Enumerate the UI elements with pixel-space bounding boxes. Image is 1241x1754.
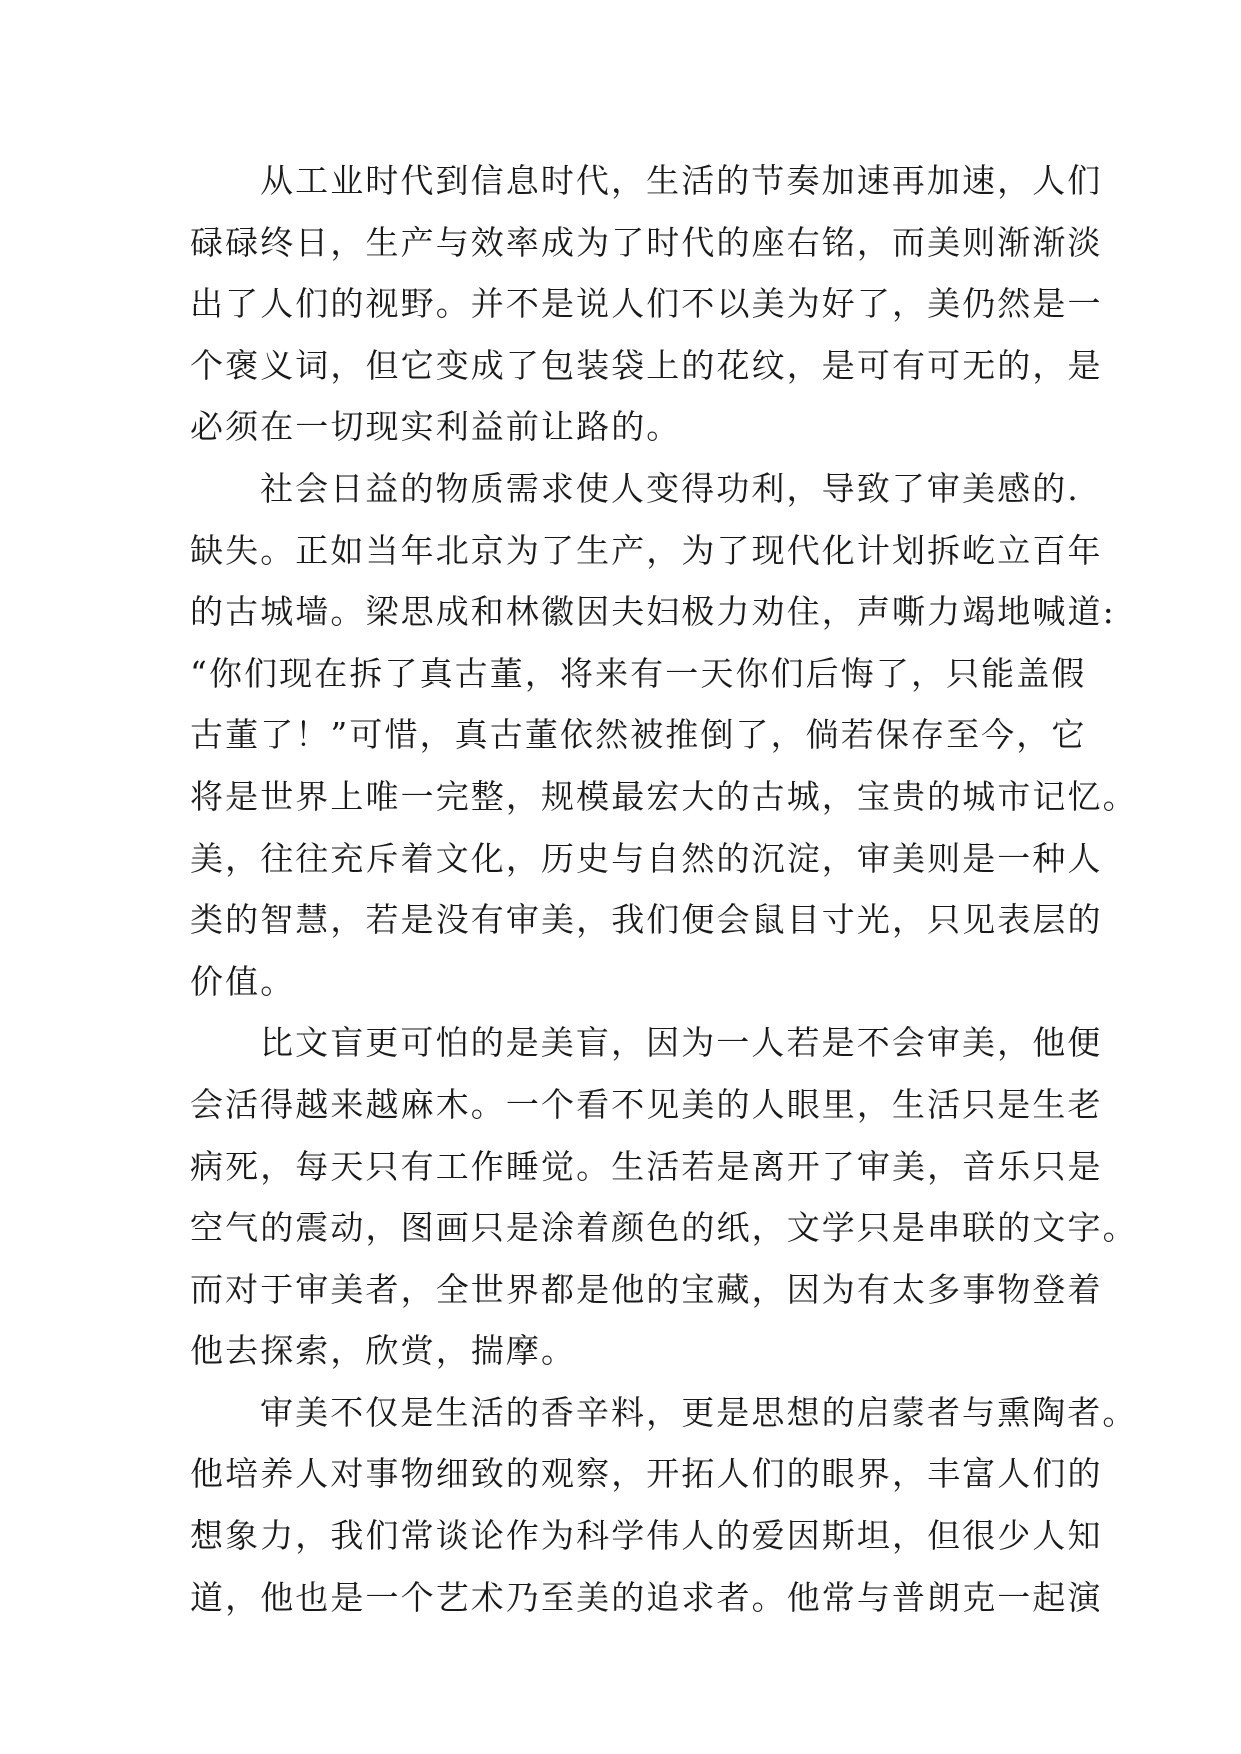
text-line: 空气的震动，图画只是涂着颜色的纸，文学只是串联的文字。 bbox=[190, 1208, 1138, 1248]
text-line: 他培养人对事物细致的观察，开拓人们的眼界，丰富人们的 bbox=[190, 1454, 1103, 1494]
text-line: 他去探索，欣赏，揣摩。 bbox=[190, 1331, 577, 1371]
text-line: 价值。 bbox=[190, 961, 296, 1001]
text-line: 比文盲更可怕的是美盲，因为一人若是不会审美，他便 bbox=[260, 1023, 1103, 1063]
text-line: 将是世界上唯一完整，规模最宏大的古城，宝贵的城市记忆。 bbox=[190, 776, 1138, 816]
text-line: 美，往往充斥着文化，历史与自然的沉淀，审美则是一种人 bbox=[190, 838, 1103, 878]
text-line: 的古城墙。梁思成和林徽因夫妇极力劝住，声嘶力竭地喊道: bbox=[190, 592, 1116, 632]
text-line: 缺失。正如当年北京为了生产，为了现代化计划拆屹立百年 bbox=[190, 530, 1103, 570]
text-line: 出了人们的视野。并不是说人们不以美为好了，美仍然是一 bbox=[190, 284, 1103, 324]
paragraph bbox=[190, 1012, 1138, 1382]
text-line: “你们现在拆了真古董，将来有一天你们后悔了，只能盖假 bbox=[190, 653, 1087, 693]
text-line: 病死，每天只有工作睡觉。生活若是离开了审美，音乐只是 bbox=[190, 1146, 1103, 1186]
text-line: 从工业时代到信息时代，生活的节奏加速再加速，人们 bbox=[260, 161, 1103, 200]
text-line: 个褒义词，但它变成了包装袋上的花纹，是可有可无的，是 bbox=[190, 345, 1103, 385]
text-line: 审美不仅是生活的香辛料，更是思想的启蒙者与熏陶者。 bbox=[260, 1392, 1138, 1432]
text-line: 社会日益的物质需求使人变得功利，导致了审美感的. bbox=[260, 468, 1080, 508]
paragraph bbox=[190, 458, 1138, 1012]
text-line: 会活得越来越麻木。一个看不见美的人眼里，生活只是生老 bbox=[190, 1084, 1103, 1124]
text-line: 类的智慧，若是没有审美，我们便会鼠目寸光，只见表层的 bbox=[190, 900, 1103, 940]
text-line: 道，他也是一个艺术乃至美的追求者。他常与普朗克一起演 bbox=[190, 1577, 1103, 1617]
text-line: 想象力，我们常谈论作为科学伟人的爱因斯坦，但很少人知 bbox=[190, 1516, 1103, 1556]
paragraph bbox=[190, 1382, 1138, 1628]
text-line: 而对于审美者，全世界都是他的宝藏，因为有太多事物登着 bbox=[190, 1269, 1103, 1309]
text-line: 碌碌终日，生产与效率成为了时代的座右铭，而美则渐渐淡 bbox=[190, 222, 1103, 262]
text-line: 古董了！”可惜，真古董依然被推倒了，倘若保存至今，它 bbox=[190, 715, 1087, 755]
document-body bbox=[190, 150, 1138, 1628]
paragraph bbox=[190, 150, 1103, 458]
text-line: 必须在一切现实利益前让路的。 bbox=[190, 407, 682, 447]
